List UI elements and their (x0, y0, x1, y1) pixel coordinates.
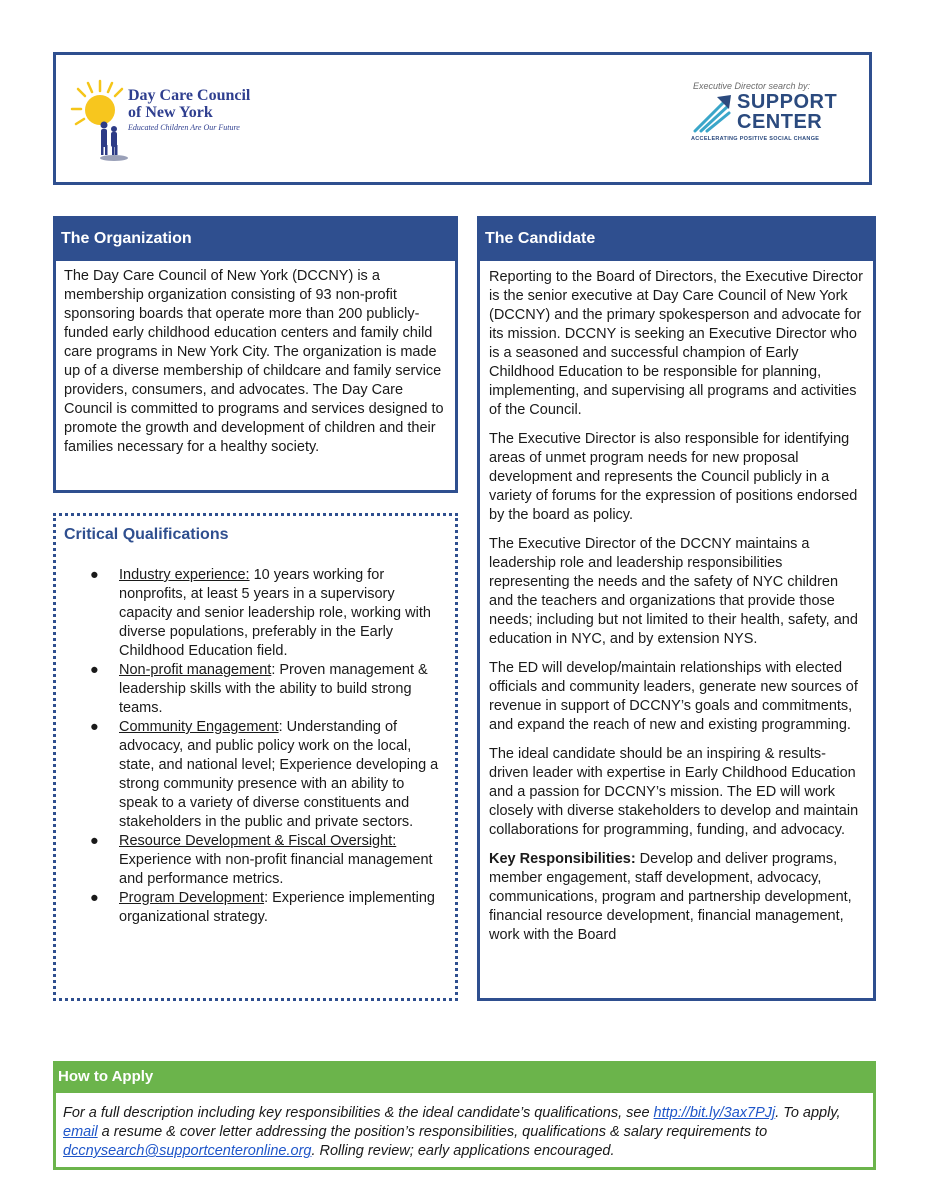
apply-text-1: For a full description including key responsibilities & the ideal candidate’s qualifications, see (63, 1105, 654, 1121)
how-to-apply-heading: How to Apply (53, 1061, 876, 1093)
qualification-label: Community Engagement (119, 719, 279, 735)
qualification-text: : Experience implementing organizational strategy. (119, 890, 435, 925)
support-center-name-line2: CENTER (737, 111, 823, 133)
qualification-label: Industry experience: (119, 567, 250, 583)
support-center-search-label: Executive Director search by: (693, 81, 811, 91)
organization-heading: The Organization (53, 216, 458, 261)
list-item (64, 718, 447, 832)
support-center-tagline: ACCELERATING POSITIVE SOCIAL CHANGE (691, 136, 820, 142)
organization-text: The Day Care Council of New York (DCCNY) is a membership organization consisting of 93 non-profit sponsoring boards that operate more than 200 publicly-funded early childhood education centers and family child care programs in New York City. The organization is made up of a diverse membership of childcare and family service providers, consumers, and advocates. The Day Care Council is committed to programs and services designed to promote the growth and development of children and their families necessary for a healthy society. (64, 268, 444, 455)
qualification-text: : Proven management & leadership skills with the ability to build strong teams. (119, 662, 428, 716)
candidate-body (477, 261, 876, 1001)
bullet-icon: ● (90, 719, 99, 735)
candidate-heading: The Candidate (477, 216, 876, 261)
list-item (64, 832, 447, 889)
header-box (53, 52, 872, 185)
dccny-name-line1: Day Care Council (128, 87, 251, 104)
candidate-paragraph: The ED will develop/maintain relationships with elected officials and community leaders, generate new sources of revenue in support of DCCNY’s goals and commitments, and expand the reach of new and existing programming. (489, 660, 858, 733)
email-address-link[interactable]: dccnysearch@supportcenteronline.org (63, 1143, 312, 1159)
description-link[interactable]: http://bit.ly/3ax7PJj (653, 1105, 776, 1121)
bullet-icon: ● (90, 567, 99, 583)
bullet-icon: ● (90, 833, 99, 849)
list-item (64, 889, 447, 927)
qualification-text: 10 years working for nonprofits, at least 5 years in a supervisory capacity and senior leadership role, working with diverse populations, preferably in the Early Childhood Education field. (119, 567, 431, 659)
qualifications-list (64, 566, 447, 927)
candidate-paragraph: Reporting to the Board of Directors, the Executive Director is the senior executive at Day Care Council of New York (DCCNY) and the primary spokesperson and advocate for its mission. DCCNY is seeking an Executive Director who is a seasoned and successful champion of Early Childhood Education to be responsible for planning, implementing, and supervising all programs and activities of the Council. (489, 269, 863, 418)
dccny-logo (70, 79, 280, 169)
apply-text-4: . Rolling review; early applications encouraged. (311, 1143, 615, 1159)
apply-text-2: . To apply, (775, 1105, 841, 1121)
qualification-text: : Understanding of advocacy, and public policy work on the local, state, and national level; Experience developing a strong community presence with an ability to speak to a variety of diverse constituents and stakeholders in the public and private sectors. (119, 719, 439, 830)
support-center-logo (691, 81, 841, 153)
qualification-label: Resource Development & Fiscal Oversight: (119, 833, 397, 849)
dccny-tagline: Educated Children Are Our Future (128, 123, 240, 132)
support-center-name-line1: SUPPORT (737, 91, 838, 113)
apply-text-3: a resume & cover letter addressing the position’s responsibilities, qualifications & salary requirements to (97, 1124, 768, 1140)
qualification-label: Program Development (119, 890, 265, 906)
bullet-icon: ● (90, 890, 99, 906)
key-responsibilities-label: Key Responsibilities: (489, 851, 636, 867)
candidate-paragraph: The Executive Director of the DCCNY maintains a leadership role and leadership responsibilities representing the needs and the safety of NYC children and the teachers and organizations that provide those needs; including but not limited to their health, safety, and education in NYC, and by extension NYS. (489, 536, 858, 647)
list-item (64, 566, 447, 661)
email-link[interactable]: email (63, 1124, 98, 1140)
how-to-apply-body (53, 1093, 876, 1170)
arrow-up-right-icon (691, 91, 735, 135)
key-responsibilities (489, 850, 865, 945)
qualification-label: Non-profit management (119, 662, 272, 678)
qualifications-heading: Critical Qualifications (64, 526, 229, 543)
dccny-name-line2: of New York (128, 104, 213, 121)
critical-qualifications-box (53, 513, 458, 1001)
qualification-text: Experience with non-profit financial management and performance metrics. (119, 852, 433, 887)
key-responsibilities-text: Develop and deliver programs, member engagement, staff development, advocacy, communications, program and partnership development, financial resource development, financial management, work with the Board (489, 851, 852, 943)
organization-body (53, 261, 458, 493)
candidate-paragraph: The Executive Director is also responsible for identifying areas of unmet program needs for new proposal development and represents the Council publicly in a variety of forums for the expression of positions endorsed by the board as policy. (489, 431, 858, 523)
list-item (64, 661, 447, 718)
bullet-icon: ● (90, 662, 99, 678)
sun-children-icon (70, 79, 130, 169)
candidate-paragraph: The ideal candidate should be an inspiring & results-driven leader with expertise in Early Childhood Education and a passion for DCCNY’s mission. The ED will work closely with diverse stakeholders to develop and maintain collaborations for programming, funding, and advocacy. (489, 746, 859, 838)
